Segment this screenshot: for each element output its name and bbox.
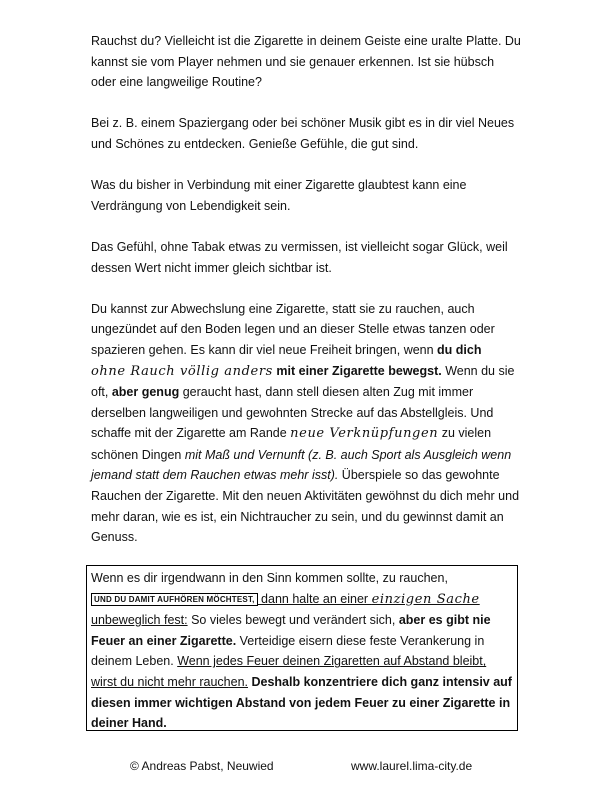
document-body xyxy=(91,31,521,568)
p5-bold-2: mit einer Zigarette bewegst. xyxy=(272,363,442,378)
p5-handwritten-1: ohne Rauch völlig anders xyxy=(91,363,273,379)
paragraph-2: Bei z. B. einem Spaziergang oder bei schöner Musik gibt es in dir viel Neues und Schönes zu entdecken. Genieße Gefühle, die gut sind. xyxy=(91,116,515,151)
box-underline-3: Wenn jedes Feuer deinen Zigaretten auf Abstand bleibt, wirst du nicht mehr rauchen. xyxy=(91,654,487,689)
box-underline-1: dann halte an einer xyxy=(257,591,372,606)
paragraph-5 xyxy=(91,299,521,548)
footer-author: © Andreas Pabst, Neuwied xyxy=(130,759,274,773)
box-underline-2: unbeweglich fest: xyxy=(91,613,188,628)
p5-text-2: Wenn du sie oft, xyxy=(91,363,515,400)
paragraph-1: Rauchst du? Vielleicht ist die Zigarette in deinem Geiste eine uralte Platte. Du kannst sie vom Player nehmen und sie genauer erkennen. Ist sie hübsch oder eine langweilige Routine? xyxy=(91,34,521,90)
paragraph-3: Was du bisher in Verbindung mit einer Zigarette glaubtest kann eine Verdrängung von Lebendigkeit sein. xyxy=(91,178,467,213)
box-text-2: So vieles bewegt und verändert sich, xyxy=(187,613,399,628)
box-stamp: UND DU DAMIT AUFHÖREN MÖCHTEST, xyxy=(91,593,258,606)
footer-url: www.laurel.lima-city.de xyxy=(351,759,473,773)
p5-italic-1: mit Maß und Vernunft (z. B. auch Sport als Ausgleich wenn jemand statt dem Rauchen etwas mehr isst). xyxy=(91,447,512,483)
p5-text-3: geraucht hast, dann stell diesen alten Zug mit immer derselben langweiligen und gewohnten Strecke auf das Abstellgleis. Und schaffe mit der Zigarette am Rande xyxy=(91,385,494,441)
box-text-1: Wenn es dir irgendwann in den Sinn kommen sollte, zu rauchen, xyxy=(91,571,448,585)
box-handwritten-1: einzigen Sache xyxy=(371,591,480,607)
p5-text-1: Du kannst zur Abwechslung eine Zigarette, statt sie zu rauchen, auch ungezündet auf den Boden legen und an dieser Stelle etwas tanzen oder spazieren gehen. Es kann dir viel neue Freiheit bringen, wenn xyxy=(91,301,495,357)
p5-bold-1: du dich xyxy=(437,342,482,357)
p5-text-4: zu vielen schönen Dingen xyxy=(91,426,492,462)
p5-bold-3: aber genug xyxy=(111,385,180,400)
box-bold-1: aber es gibt nie Feuer an einer Zigarette. xyxy=(91,613,491,648)
highlight-box xyxy=(86,565,518,731)
p5-text-5: Überspiele so das gewohnte Rauchen der Zigarette. Mit den neuen Aktivitäten gewöhnst du dich mehr und mehr daran, wie es ist, ein Nichtraucher zu sein, und du gewinnst damit an Genuss. xyxy=(91,468,520,545)
box-text-3: Verteidige eisern diese feste Verankerung in deinem Leben. xyxy=(91,633,485,669)
box-bold-2: Deshalb konzentriere dich ganz intensiv auf diesen immer wichtigen Abstand von jedem Feuer zu einer Zigarette in deiner Hand. xyxy=(91,674,512,731)
p5-handwritten-2: neue Verknüpfungen xyxy=(290,426,439,442)
paragraph-4: Das Gefühl, ohne Tabak etwas zu vermissen, ist vielleicht sogar Glück, weil dessen Wert nicht immer gleich sichtbar ist. xyxy=(91,239,508,275)
